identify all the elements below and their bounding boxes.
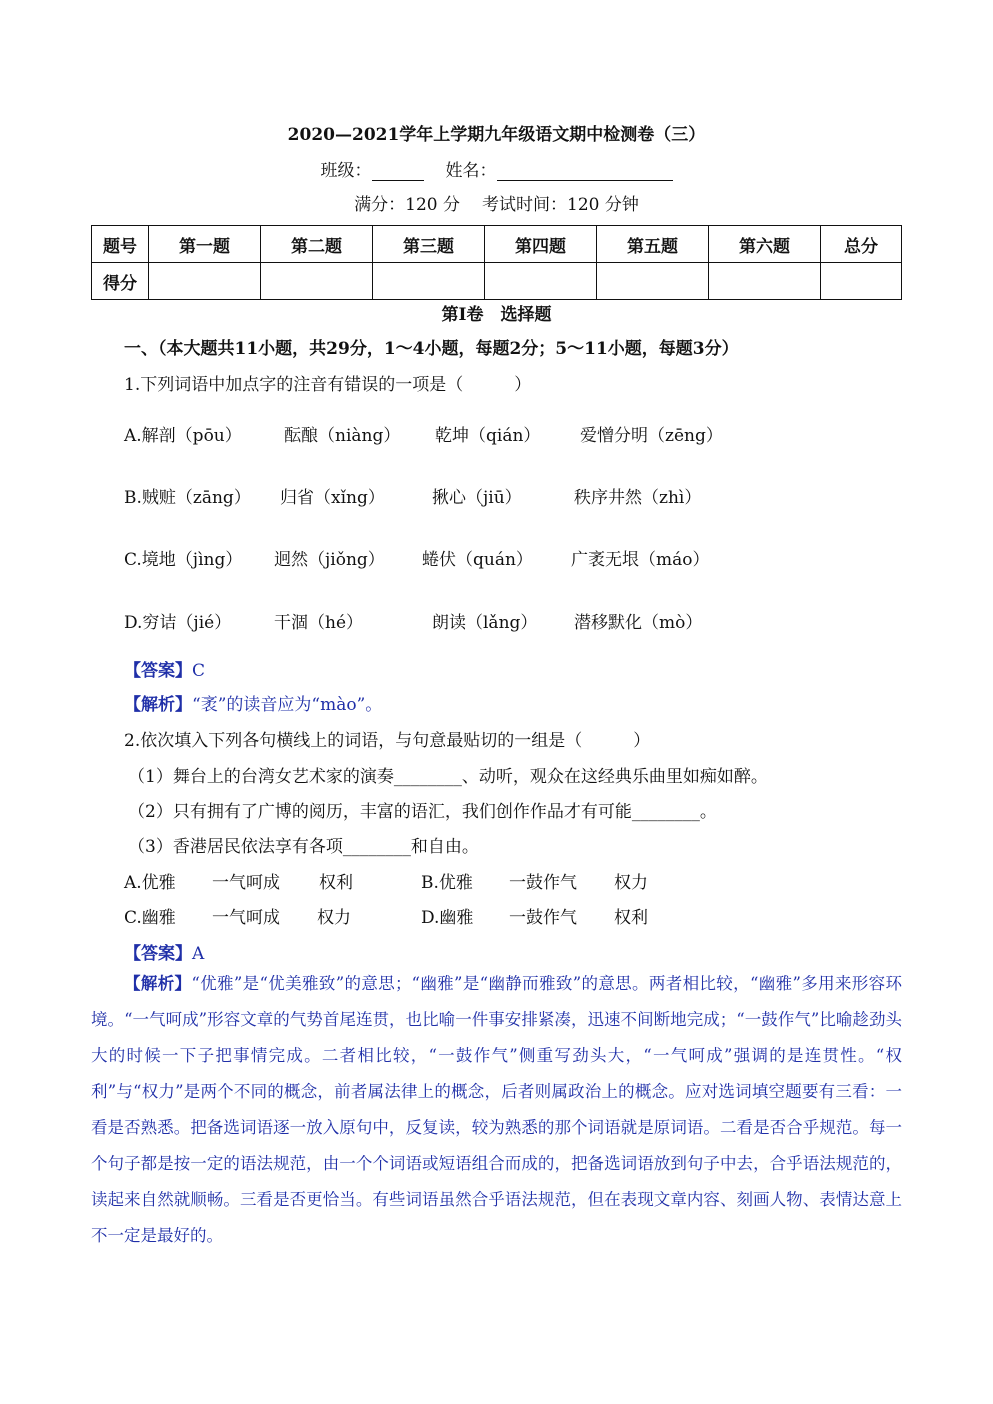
section-title: 第Ⅰ卷 选择题 bbox=[441, 305, 552, 325]
score-table-header-row bbox=[92, 226, 902, 263]
exam-info-line bbox=[0, 190, 993, 215]
score-cell bbox=[149, 263, 261, 300]
q1-option-item: 朗读（lǎng） bbox=[432, 613, 538, 633]
q1-option-item: 干涸（hé） bbox=[274, 613, 364, 633]
q1-option-item: 归省（xǐng） bbox=[280, 488, 385, 508]
q1-option-item: 爱憎分明（zēng） bbox=[580, 426, 723, 446]
score-table-header: 第四题 bbox=[485, 226, 597, 263]
q2-sentence: （3）香港居民依法享有各项________和自由。 bbox=[128, 837, 479, 857]
q1-analysis-text: “袤”的读音应为“mào”。 bbox=[192, 695, 383, 715]
score-table-header: 第六题 bbox=[709, 226, 821, 263]
score-cell bbox=[709, 263, 821, 300]
q2-option-item: C.幽雅 bbox=[124, 908, 176, 928]
q1-stem: 1.下列词语中加点字的注音有错误的一项是（ ） bbox=[124, 375, 532, 395]
q2-sentence: （1）舞台上的台湾女艺术家的演奏________、动听，观众在这经典乐曲里如痴如醉。 bbox=[128, 767, 768, 787]
q2-analysis-text: “优雅”是“优美雅致”的意思；“幽雅”是“幽静而雅致”的意思。两者相比较，“幽雅”多用来形容环境。“一气呵成”形容文章的气势首尾连贯，也比喻一件事安排紧凑，迅速不间断地完成；“一鼓作气”比喻趁劲头大的时候一下子把事情完成。二者相比较，“一鼓作气”侧重写劲头大，“一气呵成”强调的是连贯性。“权利”与“权力”是两个不同的概念，前者属法律上的概念，后者则属政治上的概念。应对选词填空题要有三看：一看是否熟悉。把备选词语逐一放入原句中，反复读，较为熟悉的那个词语就是原词语。二看是否合乎规范。每一个句子都是按一定的语法规范，由一个个词语或短语组合而成的，把备选词语放到句子中去，合乎语法规范的，读起来自然就顺畅。三看是否更恰当。有些词语虽然合乎语法规范，但在表现文章内容、刻画人物、表情达意上不一定是最好的。 bbox=[91, 974, 903, 1245]
q2-sentence: （2）只有拥有了广博的阅历，丰富的语汇，我们创作作品才有可能________。 bbox=[128, 802, 717, 822]
q1-option-item: 乾坤（qián） bbox=[435, 426, 541, 446]
q2-option-item: 一鼓作气 bbox=[509, 908, 577, 928]
q2-option-item: B.优雅 bbox=[421, 873, 473, 893]
score-table-header: 第二题 bbox=[261, 226, 373, 263]
q1-analysis bbox=[124, 690, 382, 715]
q1-answer-value: C bbox=[192, 661, 206, 681]
q1-answer-label: 【答案】 bbox=[124, 661, 192, 681]
name-blank bbox=[497, 162, 673, 181]
score-cell bbox=[485, 263, 597, 300]
q2-option-item: 权力 bbox=[614, 873, 648, 893]
q1-option-item: A.解剖（pōu） bbox=[124, 426, 242, 446]
score-cell bbox=[597, 263, 709, 300]
q2-answer bbox=[124, 939, 204, 964]
score-table-header: 总分 bbox=[821, 226, 902, 263]
q1-option-item: 迥然（jiǒng） bbox=[274, 550, 385, 570]
name-label: 姓名： bbox=[445, 161, 497, 181]
score-table bbox=[91, 225, 902, 300]
score-cell bbox=[261, 263, 373, 300]
q1-option-item: 揪心（jiū） bbox=[432, 488, 522, 508]
q1-option-item: B.贼赃（zāng） bbox=[124, 488, 251, 508]
score-table-header: 第五题 bbox=[597, 226, 709, 263]
q1-option-item: 潜移默化（mò） bbox=[574, 613, 703, 633]
q2-analysis-label: 【解析】 bbox=[124, 974, 192, 993]
q1-answer bbox=[124, 656, 205, 681]
q1-option-item: 酝酿（niàng） bbox=[284, 426, 401, 446]
exam-time: 考试时间：120 分钟 bbox=[482, 195, 639, 215]
score-table-header: 第一题 bbox=[149, 226, 261, 263]
class-blank bbox=[372, 162, 424, 181]
q1-option-item: 广袤无垠（máo） bbox=[571, 550, 710, 570]
part-one-heading: 一、（本大题共11小题，共29分，1～4小题，每题2分；5～11小题，每题3分） bbox=[124, 339, 739, 359]
q1-option-item: C.境地（jìng） bbox=[124, 550, 243, 570]
q2-option-item: 权利 bbox=[614, 908, 648, 928]
score-table-header: 第三题 bbox=[373, 226, 485, 263]
q1-analysis-label: 【解析】 bbox=[124, 695, 192, 715]
score-table-score-row bbox=[92, 263, 902, 300]
score-row-label: 得分 bbox=[92, 263, 149, 300]
q2-option-item: 一气呵成 bbox=[212, 908, 280, 928]
q1-option-item: 秩序井然（zhì） bbox=[574, 488, 702, 508]
q2-option-item: 权利 bbox=[319, 873, 353, 893]
q2-option-item: A.优雅 bbox=[124, 873, 176, 893]
q2-analysis bbox=[91, 966, 902, 1254]
q1-option-item: D.穷诘（jié） bbox=[124, 613, 232, 633]
q2-option-item: 权力 bbox=[317, 908, 351, 928]
score-table-header: 题号 bbox=[92, 226, 149, 263]
q2-option-item: D.幽雅 bbox=[421, 908, 474, 928]
exam-title: 2020—2021学年上学期九年级语文期中检测卷（三） bbox=[287, 125, 706, 145]
student-info-line bbox=[0, 156, 993, 181]
score-cell bbox=[373, 263, 485, 300]
full-score: 满分：120 分 bbox=[354, 195, 460, 215]
class-label: 班级： bbox=[320, 161, 372, 181]
q2-option-item: 一鼓作气 bbox=[509, 873, 577, 893]
q2-answer-value: A bbox=[192, 944, 205, 964]
q2-option-item: 一气呵成 bbox=[212, 873, 280, 893]
q1-option-item: 蜷伏（quán） bbox=[422, 550, 533, 570]
q2-answer-label: 【答案】 bbox=[124, 944, 192, 964]
score-cell bbox=[821, 263, 902, 300]
q2-stem: 2.依次填入下列各句横线上的词语，与句意最贴切的一组是（ ） bbox=[124, 731, 651, 751]
